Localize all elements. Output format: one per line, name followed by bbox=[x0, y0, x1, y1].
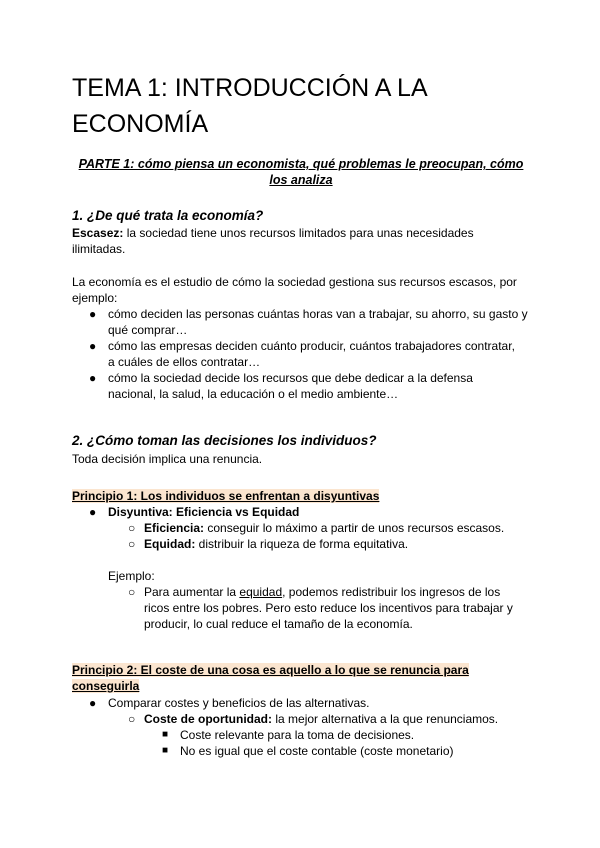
bullet-dot-icon: ● bbox=[89, 307, 97, 321]
ejemplo-label: Ejemplo: bbox=[108, 569, 155, 583]
bullet-circle-icon: ○ bbox=[128, 712, 136, 726]
bullet-circle-icon: ○ bbox=[128, 537, 136, 551]
sub-item: No es igual que el coste contable (coste monetario) bbox=[180, 744, 454, 758]
bullet-square-icon: ■ bbox=[162, 729, 169, 740]
bullet-dot-icon: ● bbox=[89, 505, 97, 519]
disyuntiva-bullet: Disyuntiva: Eficiencia vs Equidad bbox=[108, 505, 300, 519]
equidad-item: Equidad: distribuir la riqueza de forma equitativa. bbox=[144, 537, 409, 551]
example-text: Para aumentar la equidad, podemos redistribuir los ingresos de los ricos entre los pobres. Pero esto reduce los incentivos para trabajar y producir, lo cual reduce el tamaño de la economía. bbox=[144, 585, 513, 631]
sub-item: Coste relevante para la toma de decisiones. bbox=[180, 728, 415, 742]
list-item: cómo deciden las personas cuántas horas van a trabajar, su ahorro, su gasto y qué comprar… bbox=[108, 307, 528, 337]
economy-definition: La economía es el estudio de cómo la sociedad gestiona sus recursos escasos, por ejemplo: bbox=[72, 275, 517, 305]
escasez-paragraph bbox=[72, 225, 512, 257]
section-2-heading: 2. ¿Cómo toman las decisiones los individuos? bbox=[72, 433, 377, 448]
compare-bullet: Comparar costes y beneficios de las alternativas. bbox=[108, 696, 370, 710]
section-2-intro: Toda decisión implica una renuncia. bbox=[72, 452, 263, 466]
bullet-circle-icon: ○ bbox=[128, 521, 136, 535]
bullet-dot-icon: ● bbox=[89, 696, 97, 710]
principle-1-title: Principio 1: Los individuos se enfrentan a disyuntivas bbox=[72, 489, 380, 503]
coste-oportunidad-item: Coste de oportunidad: la mejor alternativa a la que renunciamos. bbox=[144, 712, 499, 726]
section-1-heading: 1. ¿De qué trata la economía? bbox=[72, 208, 264, 223]
bullet-dot-icon: ● bbox=[89, 339, 97, 353]
list-item: cómo la sociedad decide los recursos que debe dedicar a la defensa nacional, la salud, la educación o el medio ambiente… bbox=[108, 371, 473, 401]
escasez-text: la sociedad tiene unos recursos limitados para unas necesidades ilimitadas. bbox=[72, 226, 474, 256]
page-title: TEMA 1: INTRODUCCIÓN A LA ECONOMÍA bbox=[72, 74, 427, 138]
principle-2-title: Principio 2: El coste de una cosa es aquello a lo que se renuncia para conseguirla bbox=[72, 663, 469, 693]
escasez-label: Escasez: bbox=[72, 226, 124, 240]
bullet-square-icon: ■ bbox=[162, 745, 169, 756]
part-heading: PARTE 1: cómo piensa un economista, qué problemas le preocupan, cómo los analiza bbox=[78, 157, 524, 187]
bullet-dot-icon: ● bbox=[89, 371, 97, 385]
list-item: cómo las empresas deciden cuánto producir, cuántos trabajadores contratar, a cuáles de ellos contratar… bbox=[108, 339, 515, 369]
eficiencia-item: Eficiencia: conseguir lo máximo a partir de unos recursos escasos. bbox=[144, 521, 505, 535]
equidad-link-text: equidad bbox=[239, 585, 283, 599]
bullet-circle-icon: ○ bbox=[128, 585, 136, 599]
